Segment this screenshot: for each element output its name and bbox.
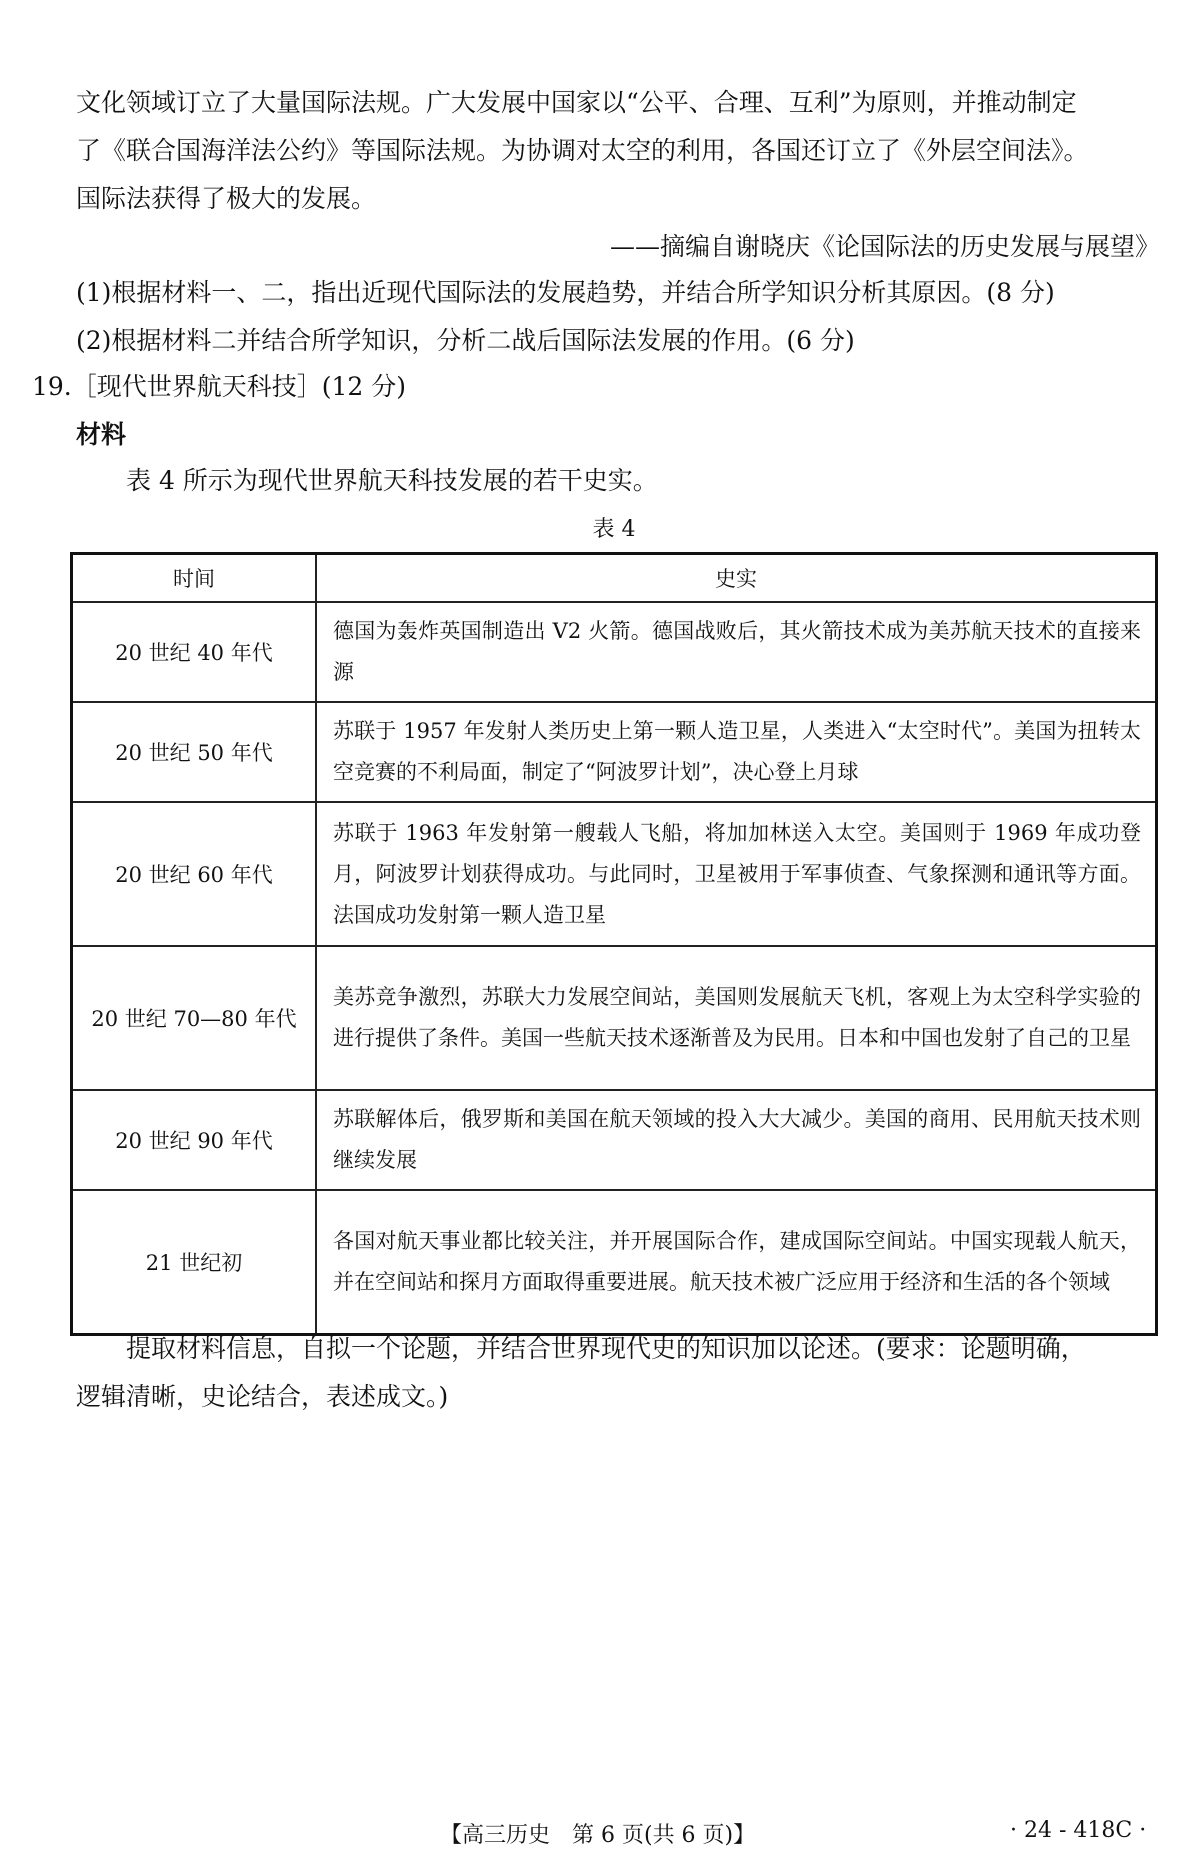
page-footer: 【高三历史 第 6 页(共 6 页)】 bbox=[440, 1823, 756, 1848]
facts-cell: 苏联解体后，俄罗斯和美国在航天领域的投入大大减少。美国的商用、民用航天技术则继续发展 bbox=[316, 1090, 1157, 1190]
period-cell: 20 世纪 40 年代 bbox=[72, 602, 317, 702]
intro-line-2: 了《联合国海洋法公约》等国际法规。为协调对太空的利用，各国还订立了《外层空间法》。 bbox=[76, 136, 1089, 165]
history-table bbox=[70, 552, 1158, 1336]
table-row bbox=[72, 702, 1157, 802]
period-cell: 20 世纪 90 年代 bbox=[72, 1090, 317, 1190]
facts-cell: 德国为轰炸英国制造出 V2 火箭。德国战败后，其火箭技术成为美苏航天技术的直接来源 bbox=[316, 602, 1157, 702]
table-header-row bbox=[72, 554, 1157, 603]
sub-question-1: (1)根据材料一、二，指出近现代国际法的发展趋势，并结合所学知识分析其原因。(8 分) bbox=[76, 278, 1055, 307]
table-caption: 表 4 bbox=[592, 517, 636, 542]
task-line-1: 提取材料信息，自拟一个论题，并结合世界现代史的知识加以论述。(要求：论题明确， bbox=[126, 1334, 1086, 1363]
facts-cell: 各国对航天事业都比较关注，并开展国际合作，建成国际空间站。中国实现载人航天，并在空间站和探月方面取得重要进展。航天技术被广泛应用于经济和生活的各个领域 bbox=[316, 1190, 1157, 1334]
period-cell: 20 世纪 60 年代 bbox=[72, 802, 317, 946]
intro-line-1: 文化领域订立了大量国际法规。广大发展中国家以“公平、合理、互利”为原则，并推动制定 bbox=[76, 88, 1077, 117]
question-19-heading: 19.［现代世界航天科技］(12 分) bbox=[32, 372, 407, 401]
table-row bbox=[72, 1090, 1157, 1190]
table-row bbox=[72, 802, 1157, 946]
facts-cell: 美苏竞争激烈，苏联大力发展空间站，美国则发展航天飞机，客观上为太空科学实验的进行提供了条件。美国一些航天技术逐渐普及为民用。日本和中国也发射了自己的卫星 bbox=[316, 946, 1157, 1090]
material-label: 材料 bbox=[76, 420, 127, 449]
task-line-2: 逻辑清晰，史论结合，表述成文。) bbox=[76, 1382, 449, 1411]
facts-cell: 苏联于 1963 年发射第一艘载人飞船，将加加林送入太空。美国则于 1969 年成功登月，阿波罗计划获得成功。与此同时，卫星被用于军事侦查、气象探测和通讯等方面。法国成功发射第一颗人造卫星 bbox=[316, 802, 1157, 946]
footer-code: · 24 - 418C · bbox=[1010, 1818, 1147, 1843]
intro-line-3: 国际法获得了极大的发展。 bbox=[76, 184, 377, 213]
table-row bbox=[72, 1190, 1157, 1334]
material-intro: 表 4 所示为现代世界航天科技发展的若干史实。 bbox=[126, 466, 658, 495]
facts-cell: 苏联于 1957 年发射人类历史上第一颗人造卫星，人类进入“太空时代”。美国为扭转太空竞赛的不利局面，制定了“阿波罗计划”，决心登上月球 bbox=[316, 702, 1157, 802]
table-row bbox=[72, 602, 1157, 702]
header-period: 时间 bbox=[72, 554, 317, 603]
period-cell: 20 世纪 70—80 年代 bbox=[72, 946, 317, 1090]
source-attribution: ——摘编自谢晓庆《论国际法的历史发展与展望》 bbox=[609, 232, 1160, 261]
period-cell: 21 世纪初 bbox=[72, 1190, 317, 1334]
table-row bbox=[72, 946, 1157, 1090]
sub-question-2: (2)根据材料二并结合所学知识，分析二战后国际法发展的作用。(6 分) bbox=[76, 326, 855, 355]
header-facts: 史实 bbox=[316, 554, 1157, 603]
period-cell: 20 世纪 50 年代 bbox=[72, 702, 317, 802]
